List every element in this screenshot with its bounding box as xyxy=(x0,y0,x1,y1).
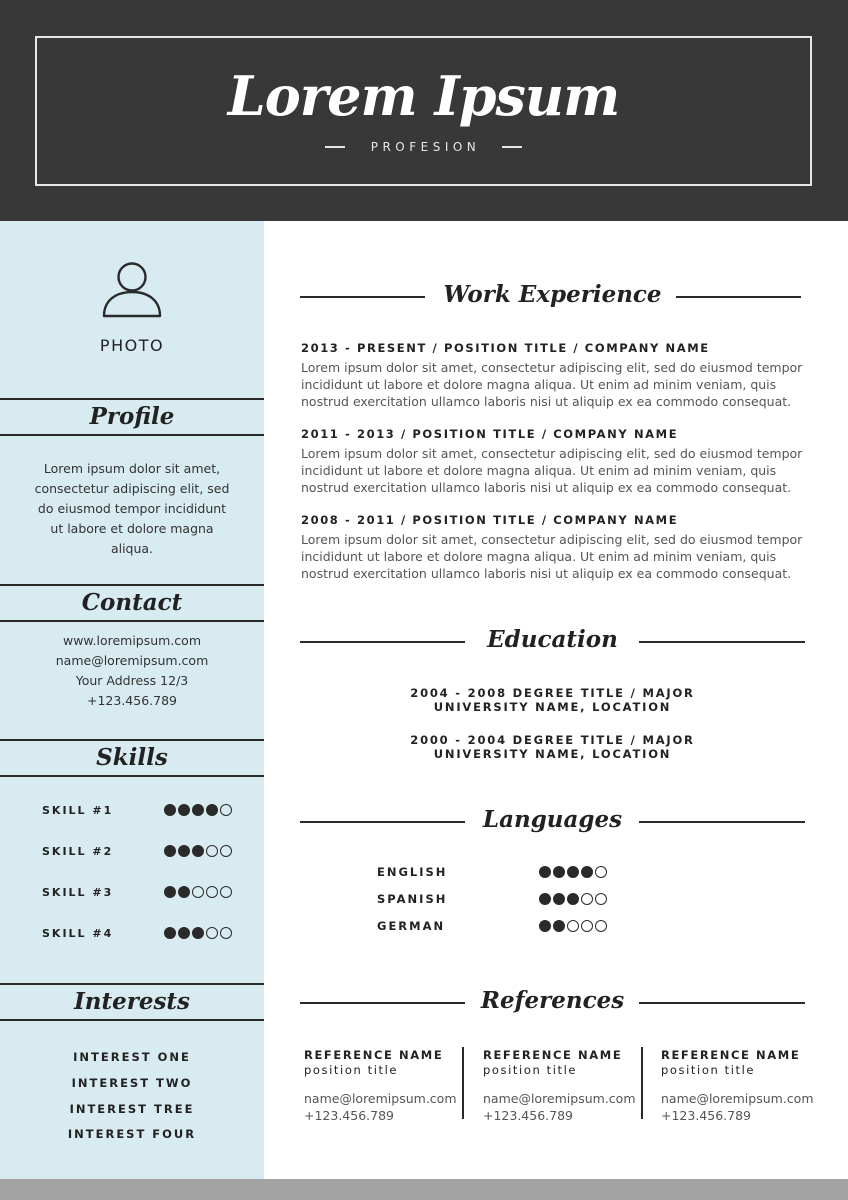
header-frame xyxy=(35,36,812,186)
job-entry xyxy=(301,513,806,582)
contact-title: Contact xyxy=(81,589,183,616)
language-row xyxy=(377,890,607,908)
reference-role: position title xyxy=(304,1063,399,1077)
rating-dot-filled xyxy=(553,893,565,905)
reference-name: REFERENCE NAME xyxy=(483,1048,623,1062)
rating-dot-filled xyxy=(553,866,565,878)
job-description: Lorem ipsum dolor sit amet, consectetur adipiscing elit, sed do eiusmod tempor incididunt ut labore et dolore magna aliqua. Ut enim ad minim veniam, quis nostrud exercitation ullamco laboris nisi ut aliquip ex ea commodo consequat. xyxy=(301,532,803,581)
reference-divider xyxy=(462,1047,464,1119)
languages-title: Languages xyxy=(482,806,623,833)
rating-dot-empty xyxy=(567,920,579,932)
interest-item: INTEREST TREE xyxy=(69,1102,195,1116)
languages-heading xyxy=(300,800,805,840)
interest-item: INTEREST TWO xyxy=(71,1076,193,1090)
rating-dot-filled xyxy=(164,845,176,857)
skill-name: SKILL #3 xyxy=(42,885,114,899)
rating-dot-empty xyxy=(192,886,204,898)
profile-heading xyxy=(0,398,264,436)
reference-email: name@loremipsum.com xyxy=(661,1091,814,1106)
rating-dot-filled xyxy=(178,927,190,939)
skills-title: Skills xyxy=(96,744,168,771)
rating-dot-filled xyxy=(164,886,176,898)
profession-dash-left xyxy=(325,146,345,148)
footer-bar xyxy=(0,1179,848,1200)
reference-email: name@loremipsum.com xyxy=(304,1091,457,1106)
language-rating xyxy=(539,893,607,905)
header xyxy=(0,0,848,221)
heading-rule-right xyxy=(639,821,805,823)
education-entry xyxy=(300,686,805,714)
skill-row xyxy=(42,924,232,942)
rating-dot-filled xyxy=(206,804,218,816)
education-entry xyxy=(300,733,805,761)
education-school: UNIVERSITY NAME, LOCATION xyxy=(433,700,672,714)
rating-dot-empty xyxy=(206,886,218,898)
rating-dot-empty xyxy=(220,886,232,898)
education-title: Education xyxy=(487,626,618,653)
reference-name: REFERENCE NAME xyxy=(661,1048,801,1062)
job-entry xyxy=(301,427,806,496)
rating-dot-empty xyxy=(220,845,232,857)
rating-dot-empty xyxy=(581,893,593,905)
reference-phone: +123.456.789 xyxy=(483,1108,573,1123)
rating-dot-filled xyxy=(539,920,551,932)
language-row xyxy=(377,863,607,881)
reference-role: position title xyxy=(661,1063,756,1077)
interest-item: INTEREST FOUR xyxy=(67,1127,197,1141)
skill-rating xyxy=(164,886,232,898)
language-rating xyxy=(539,866,607,878)
contact-list xyxy=(0,631,264,711)
job-heading: 2011 - 2013 / POSITION TITLE / COMPANY NAME xyxy=(301,427,679,441)
job-description: Lorem ipsum dolor sit amet, consectetur adipiscing elit, sed do eiusmod tempor incididunt ut labore et dolore magna aliqua. Ut enim ad minim veniam, quis nostrud exercitation ullamco laboris nisi ut aliquip ex ea commodo consequat. xyxy=(301,446,803,495)
reference-role: position title xyxy=(483,1063,578,1077)
job-entry xyxy=(301,341,806,410)
heading-rule-right xyxy=(676,296,801,298)
profile-text: Lorem ipsum dolor sit amet, consectetur adipiscing elit, sed do eiusmod tempor incididunt ut labore et dolore magna aliqua. xyxy=(34,461,230,556)
skill-rating xyxy=(164,927,232,939)
skill-name: SKILL #1 xyxy=(42,803,114,817)
rating-dot-filled xyxy=(553,920,565,932)
job-heading: 2013 - PRESENT / POSITION TITLE / COMPANY NAME xyxy=(301,341,710,355)
education-school: UNIVERSITY NAME, LOCATION xyxy=(433,747,672,761)
job-heading: 2008 - 2011 / POSITION TITLE / COMPANY NAME xyxy=(301,513,679,527)
education-degree: 2000 - 2004 DEGREE TITLE / MAJOR xyxy=(410,733,695,747)
language-name: ENGLISH xyxy=(377,865,448,879)
heading-rule-right xyxy=(639,641,805,643)
skill-rating xyxy=(164,804,232,816)
rating-dot-filled xyxy=(164,804,176,816)
skills-heading xyxy=(0,739,264,777)
language-rating xyxy=(539,920,607,932)
rating-dot-empty xyxy=(595,866,607,878)
contact-address: Your Address 12/3 xyxy=(75,673,189,688)
reference-entry xyxy=(661,1048,831,1124)
reference-entry xyxy=(304,1048,474,1124)
rating-dot-filled xyxy=(178,804,190,816)
skill-row xyxy=(42,842,232,860)
rating-dot-filled xyxy=(581,866,593,878)
skill-name: SKILL #2 xyxy=(42,844,114,858)
rating-dot-filled xyxy=(192,804,204,816)
work-experience-title: Work Experience xyxy=(443,281,662,308)
job-description: Lorem ipsum dolor sit amet, consectetur adipiscing elit, sed do eiusmod tempor incididunt ut labore et dolore magna aliqua. Ut enim ad minim veniam, quis nostrud exercitation ullamco laboris nisi ut aliquip ex ea commodo consequat. xyxy=(301,360,803,409)
skill-row xyxy=(42,883,232,901)
rating-dot-empty xyxy=(595,893,607,905)
rating-dot-empty xyxy=(220,927,232,939)
rating-dot-filled xyxy=(567,893,579,905)
reference-phone: +123.456.789 xyxy=(661,1108,751,1123)
rating-dot-filled xyxy=(539,893,551,905)
candidate-name: Lorem Ipsum xyxy=(227,64,620,128)
rating-dot-filled xyxy=(567,866,579,878)
reference-email: name@loremipsum.com xyxy=(483,1091,636,1106)
interests-title: Interests xyxy=(73,988,190,1015)
rating-dot-empty xyxy=(206,927,218,939)
skill-name: SKILL #4 xyxy=(42,926,114,940)
sidebar xyxy=(0,221,264,1179)
contact-email: name@loremipsum.com xyxy=(55,653,209,668)
references-heading xyxy=(300,981,805,1021)
reference-phone: +123.456.789 xyxy=(304,1108,394,1123)
rating-dot-filled xyxy=(192,927,204,939)
language-name: SPANISH xyxy=(377,892,448,906)
heading-rule-right xyxy=(639,1002,805,1004)
contact-website: www.loremipsum.com xyxy=(62,633,202,648)
rating-dot-empty xyxy=(595,920,607,932)
person-icon xyxy=(101,261,163,319)
rating-dot-empty xyxy=(206,845,218,857)
interest-item: INTEREST ONE xyxy=(73,1050,191,1064)
contact-phone: +123.456.789 xyxy=(87,693,177,708)
rating-dot-filled xyxy=(539,866,551,878)
education-heading xyxy=(300,620,805,660)
photo-label: PHOTO xyxy=(99,336,165,355)
skill-row xyxy=(42,801,232,819)
skill-rating xyxy=(164,845,232,857)
profession-row xyxy=(37,140,810,154)
rating-dot-filled xyxy=(178,886,190,898)
profession-dash-right xyxy=(502,146,522,148)
education-degree: 2004 - 2008 DEGREE TITLE / MAJOR xyxy=(410,686,695,700)
rating-dot-empty xyxy=(581,920,593,932)
work-experience-heading xyxy=(300,275,805,315)
language-row xyxy=(377,917,607,935)
interests-heading xyxy=(0,983,264,1021)
language-name: GERMAN xyxy=(377,919,446,933)
references-title: References xyxy=(480,987,625,1014)
contact-heading xyxy=(0,584,264,622)
profile-title: Profile xyxy=(89,403,175,430)
rating-dot-filled xyxy=(192,845,204,857)
reference-divider xyxy=(641,1047,643,1119)
rating-dot-filled xyxy=(164,927,176,939)
rating-dot-filled xyxy=(178,845,190,857)
reference-entry xyxy=(483,1048,653,1124)
rating-dot-empty xyxy=(220,804,232,816)
reference-name: REFERENCE NAME xyxy=(304,1048,444,1062)
profession: PROFESION xyxy=(370,140,481,154)
